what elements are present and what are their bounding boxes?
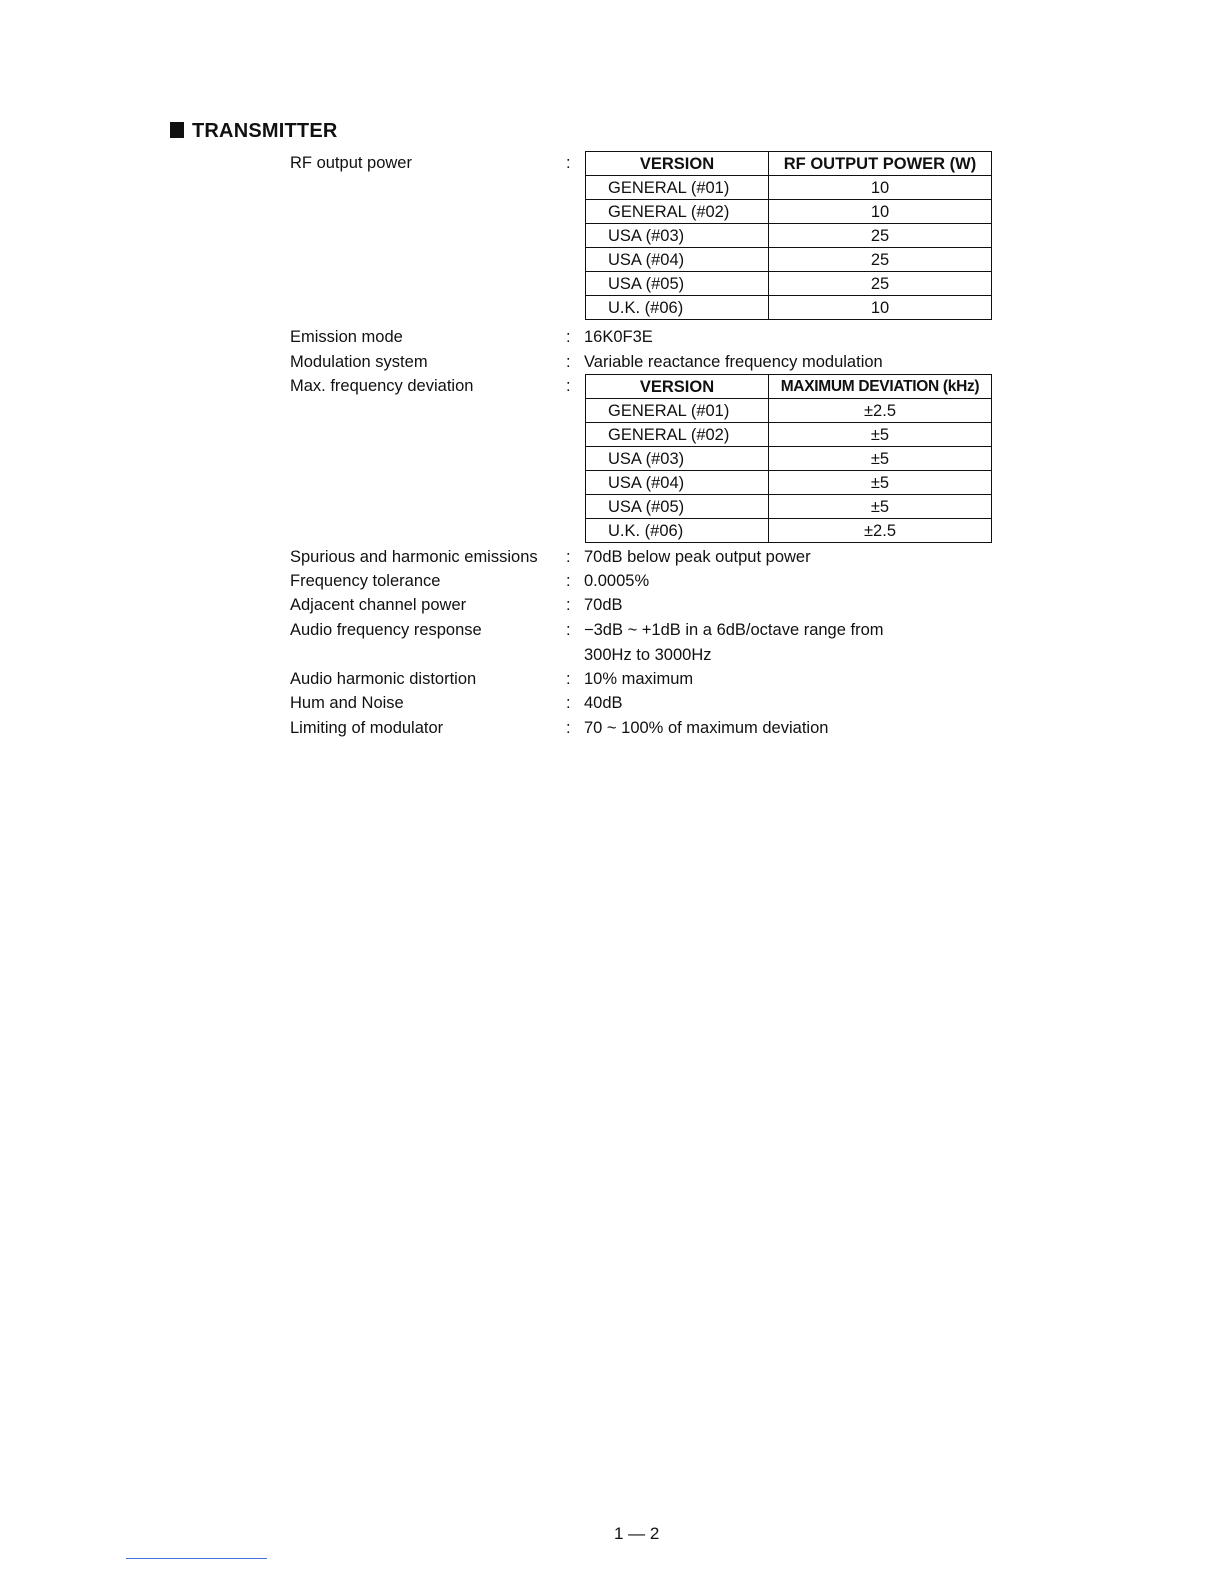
- version-cell: GENERAL (#02): [586, 423, 769, 447]
- emission-mode-label: Emission mode: [290, 328, 403, 346]
- freq-tolerance-colon: :: [566, 572, 571, 590]
- adjacent-channel-colon: :: [566, 596, 571, 614]
- power-cell: 10: [769, 200, 992, 224]
- rf-output-table: [585, 151, 992, 320]
- deviation-table: [585, 374, 992, 543]
- distortion-colon: :: [566, 670, 571, 688]
- emission-mode-colon: :: [566, 328, 571, 346]
- table-row: [586, 200, 992, 224]
- deviation-cell: ±5: [769, 495, 992, 519]
- audio-response-colon: :: [566, 621, 571, 639]
- version-cell: USA (#04): [586, 471, 769, 495]
- deviation-label: Max. frequency deviation: [290, 377, 474, 395]
- freq-tolerance-value: 0.0005%: [584, 572, 650, 590]
- modulation-system-value: Variable reactance frequency modulation: [584, 353, 883, 371]
- version-cell: USA (#04): [586, 248, 769, 272]
- modulation-system-colon: :: [566, 353, 571, 371]
- version-cell: USA (#05): [586, 272, 769, 296]
- square-bullet-icon: [170, 122, 184, 138]
- page-number: 1 — 2: [614, 1524, 660, 1543]
- version-cell: USA (#03): [586, 447, 769, 471]
- audio-response-value-line1: −3dB ~ +1dB in a 6dB/octave range from: [584, 621, 884, 639]
- deviation-cell: ±2.5: [769, 519, 992, 543]
- audio-response-label: Audio frequency response: [290, 621, 482, 639]
- table-row: [586, 399, 992, 423]
- section-title: [170, 120, 338, 143]
- table-row: [586, 224, 992, 248]
- table-row: [586, 471, 992, 495]
- hum-noise-value: 40dB: [584, 694, 623, 712]
- deviation-colon: :: [566, 377, 571, 395]
- version-cell: U.K. (#06): [586, 519, 769, 543]
- spurious-label: Spurious and harmonic emissions: [290, 548, 538, 566]
- spurious-colon: :: [566, 548, 571, 566]
- adjacent-channel-value: 70dB: [584, 596, 623, 614]
- table-header-row: [586, 152, 992, 176]
- hum-noise-label: Hum and Noise: [290, 694, 404, 712]
- deviation-cell: ±5: [769, 423, 992, 447]
- table-row: [586, 296, 992, 320]
- power-cell: 25: [769, 248, 992, 272]
- table-header-row: [586, 375, 992, 399]
- version-cell: USA (#03): [586, 224, 769, 248]
- version-cell: GENERAL (#02): [586, 200, 769, 224]
- version-cell: U.K. (#06): [586, 296, 769, 320]
- footer-divider: [126, 1558, 267, 1559]
- emission-mode-value: 16K0F3E: [584, 328, 653, 346]
- table-row: [586, 447, 992, 471]
- version-cell: USA (#05): [586, 495, 769, 519]
- column-header: VERSION: [586, 375, 769, 399]
- power-cell: 25: [769, 272, 992, 296]
- limiting-colon: :: [566, 719, 571, 737]
- deviation-cell: ±2.5: [769, 399, 992, 423]
- distortion-label: Audio harmonic distortion: [290, 670, 477, 688]
- table-row: [586, 176, 992, 200]
- power-cell: 25: [769, 224, 992, 248]
- rf-output-label: RF output power: [290, 154, 412, 172]
- section-title-text: TRANSMITTER: [192, 120, 338, 142]
- spurious-value: 70dB below peak output power: [584, 548, 811, 566]
- version-cell: GENERAL (#01): [586, 399, 769, 423]
- power-cell: 10: [769, 176, 992, 200]
- rf-output-colon: :: [566, 154, 571, 172]
- adjacent-channel-label: Adjacent channel power: [290, 596, 467, 614]
- freq-tolerance-label: Frequency tolerance: [290, 572, 441, 590]
- distortion-value: 10% maximum: [584, 670, 694, 688]
- deviation-cell: ±5: [769, 471, 992, 495]
- modulation-system-label: Modulation system: [290, 353, 428, 371]
- version-cell: GENERAL (#01): [586, 176, 769, 200]
- hum-noise-colon: :: [566, 694, 571, 712]
- deviation-cell: ±5: [769, 447, 992, 471]
- column-header: VERSION: [586, 152, 769, 176]
- power-cell: 10: [769, 296, 992, 320]
- limiting-value: 70 ~ 100% of maximum deviation: [584, 719, 829, 737]
- table-row: [586, 248, 992, 272]
- table-row: [586, 272, 992, 296]
- table-row: [586, 519, 992, 543]
- table-row: [586, 495, 992, 519]
- column-header: MAXIMUM DEVIATION (kHz): [769, 375, 992, 399]
- audio-response-value-line2: 300Hz to 3000Hz: [584, 646, 712, 664]
- table-row: [586, 423, 992, 447]
- column-header: RF OUTPUT POWER (W): [769, 152, 992, 176]
- limiting-label: Limiting of modulator: [290, 719, 444, 737]
